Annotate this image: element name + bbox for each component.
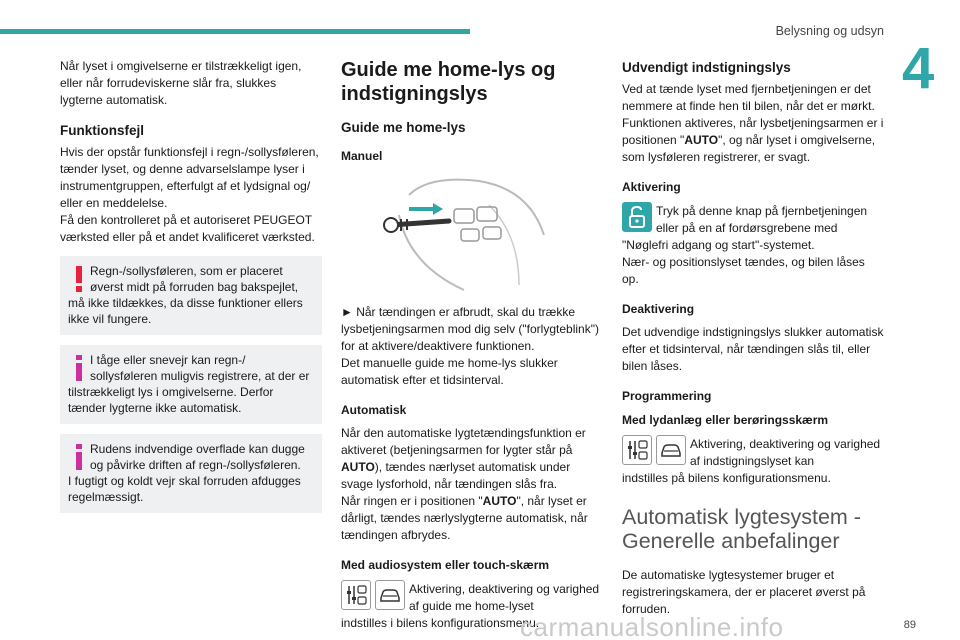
column-3 [622,58,884,618]
auto-bold: AUTO [341,460,375,474]
ext-text-b: ", og når lyset i omgivelserne, som lysføleren registrerer, er svagt. [622,133,876,164]
activation-text-2: Nær- og positionslyset tændes, og bilen låses op. [622,255,865,286]
section-header: Belysning og udsyn [775,24,884,38]
settings-toggle-icon [622,435,652,465]
car-icon [656,435,686,465]
heading-udvendigt: Udvendigt indstigningslys [622,60,791,75]
deactivation-paragraph: Det udvendige indstigningslys slukker automatisk efter et tidsinterval, når tændingen slås til, eller bilen låses. [622,325,884,373]
chapter-number: 4 [902,36,935,101]
fault-paragraph: Hvis der opstår funktionsfejl i regn-/sollysføleren, tænder lyset, og denne advarselslampe lyser i instrumentgruppen, efterfulgt af et lydsignal og/ eller en meddelelse. [60,145,319,210]
heading-audio: Med audiosystem eller touch-skærm [341,558,550,572]
auto-text2-a: Når ringen er i positionen " [341,494,483,508]
heading-funktionsfejl: Funktionsfejl [60,123,144,138]
info-text-first: Rudens indvendige overflade kan dugge og påvirke driften af regn-/sollysføleren. [90,442,305,472]
auto-text-b: ), tændes nærlyset automatisk under svage lysforhold, når tændingen slås fra. [341,460,571,491]
activation-icon-row [622,202,884,237]
page-number: 89 [903,619,916,631]
audio-text-rest: indstilles i bilens konfigurationsmenu. [341,616,540,630]
column-1 [60,58,322,513]
general-paragraph: De automatiske lygtesystemer bruger et registreringskamera, der er placeret øverst på forruden. [622,568,866,616]
ext-paragraph [622,81,884,166]
programming-text-first: Aktivering, deaktivering og varighed af indstigningslyset kan [690,437,881,468]
auto-bold-2: AUTO [482,494,517,508]
watermark: carmanualsonline.info [520,612,784,640]
ext-bold: AUTO [684,133,719,147]
manual-paragraph: ► Når tændingen er afbrudt, skal du trække lysbetjeningsarmen mod dig selv ("forlygteblink") for at aktivere/deaktivere funktionen. [341,305,599,353]
section-title-general: Automatisk lygtesystem - Generelle anbefalinger [622,505,861,553]
info-text-first: I tåge eller snevejr kan regn-/ sollysføleren muligvis registrere, at der er [90,353,310,383]
heading-manuel: Manuel [341,149,383,163]
manual-paragraph-2: Det manuelle guide me home-lys slukker automatisk efter et tidsinterval. [341,356,558,387]
warning-text-rest: må ikke tildækkes, da disse funktioner ellers ikke vil fungere. [68,296,303,326]
info-note-2 [60,434,322,513]
auto-paragraph-2 [341,493,603,544]
intro-paragraph: Når lyset i omgivelserne er tilstrækkeligt igen, eller når forrudeviskerne slår fra, slukkes lygterne automatisk. [60,59,302,107]
ext-text-a: Ved at tænde lyset med fjernbetjeningen er det nemmere at finde hen til bilen, når det er mørkt. Funktionen aktiveres, når lysbetjeningsarmen er i positionen " [622,82,884,147]
info-icon [72,355,86,381]
heading-guide-me-home: Guide me home-lys [341,120,466,135]
programming-icon-row [622,435,884,470]
car-icon [375,580,405,610]
fault-paragraph-2: Få den kontrolleret på et autoriseret PEUGEOT værksted eller på et andet kvalificeret værksted. [60,213,315,244]
header-accent-bar [0,29,470,34]
audio-icon-row [341,580,603,615]
programming-text-rest: indstilles på bilens konfigurationsmenu. [622,471,831,485]
info-icon [72,444,86,470]
column-2 [341,58,603,632]
auto-text-a: Når den automatiske lygtetændingsfunktion er aktiveret (betjeningsarmen for lygter står på [341,426,586,457]
warning-text-first: Regn-/sollysføleren, som er placeret øverst midt på forruden bag bakspejlet, [90,264,299,294]
exclamation-icon [72,266,86,292]
activation-text-first: Tryk på denne knap på fjernbetjeningen eller på en af fordørsgrebene med [656,204,868,235]
heading-lydanlaeg: Med lydanlæg eller berøringsskærm [622,413,829,427]
activation-text-rest: "Nøglefri adgang og start"-systemet. [622,238,815,252]
lighting-stalk-illustration [369,175,549,293]
heading-programmering: Programmering [622,389,712,403]
heading-automatisk: Automatisk [341,403,407,417]
auto-paragraph [341,425,603,493]
warning-note [60,256,322,335]
info-text-rest: tilstrækkeligt lys i omgivelserne. Derfor tænder lygterne ikke automatisk. [68,385,274,415]
section-title-guide-me-home: Guide me home-lys og indstigningslys [341,59,556,105]
info-note-1 [60,345,322,424]
audio-text-first: Aktivering, deaktivering og varighed af guide me home-lyset [409,582,600,613]
settings-toggle-icon [341,580,371,610]
info-text-rest: I fugtigt og koldt vejr skal forruden afdugges regelmæssigt. [68,474,301,504]
heading-aktivering: Aktivering [622,180,681,194]
auto-text2-b: ", når lyset er dårligt, tændes nærlyslygterne automatisk, når tændingen afbrydes. [341,494,588,542]
unlock-icon [622,202,652,232]
heading-deaktivering: Deaktivering [622,302,695,316]
